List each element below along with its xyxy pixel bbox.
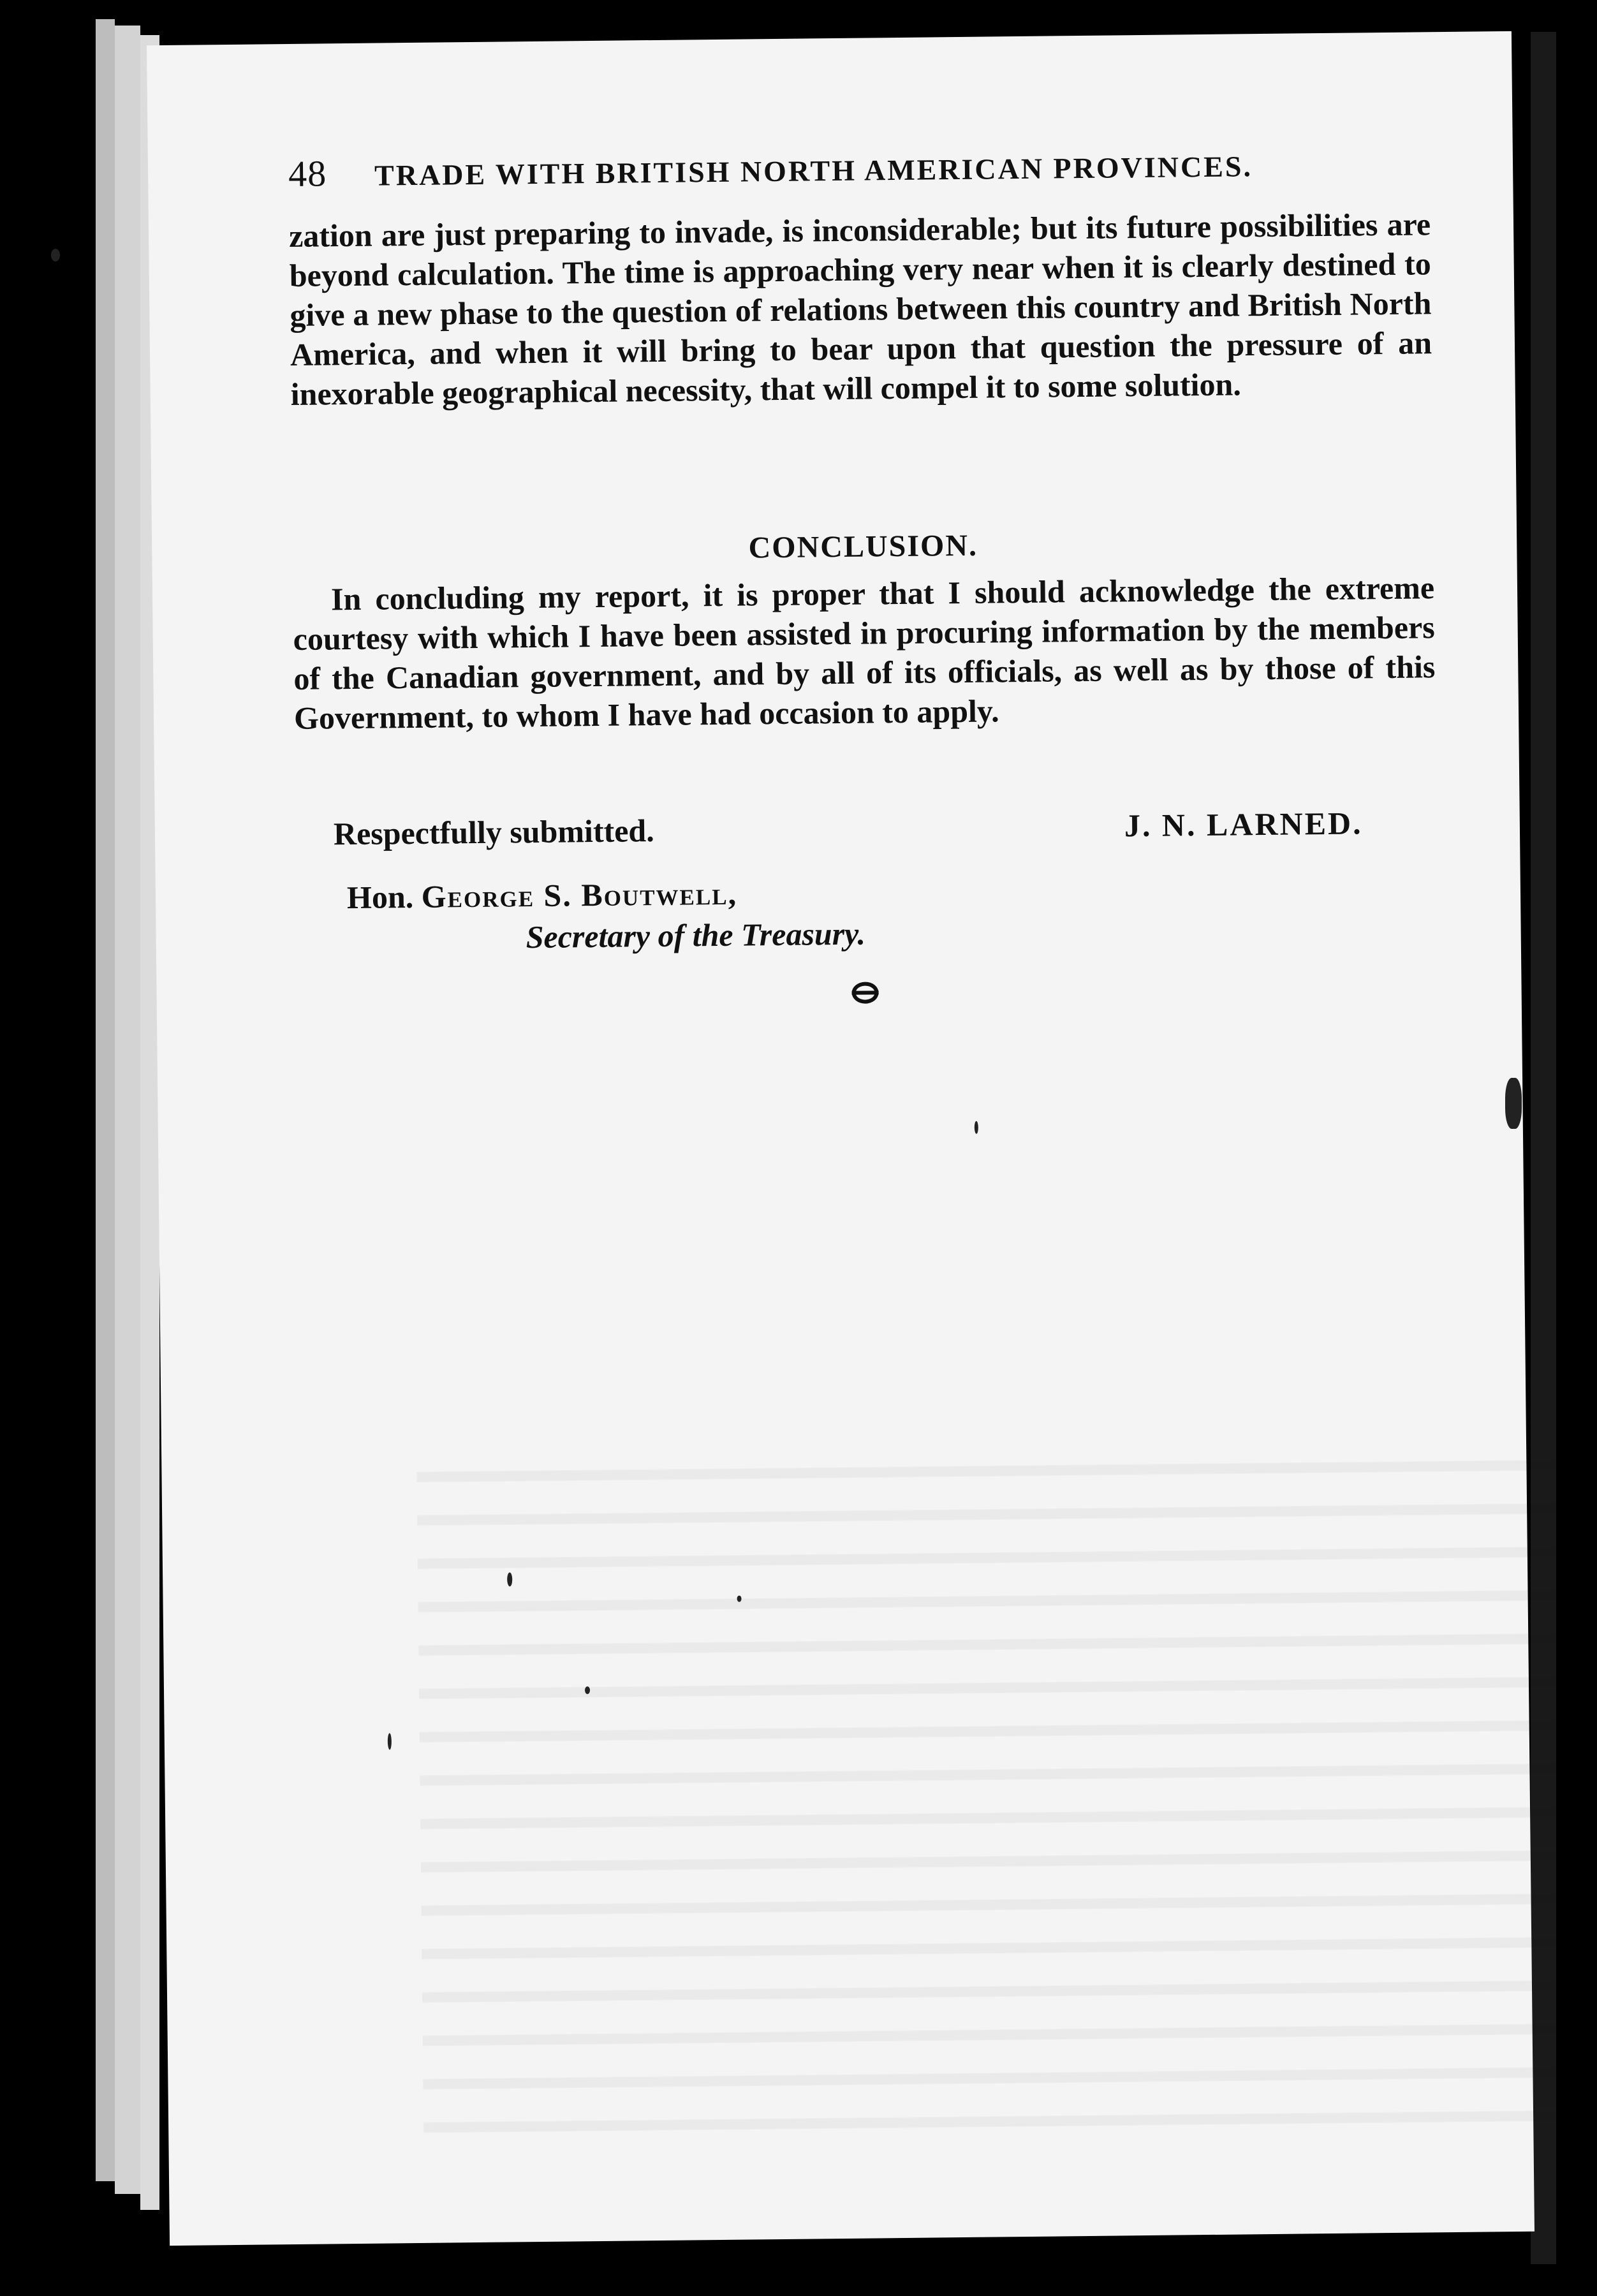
end-ornament [851, 982, 878, 1003]
signature: J. N. LARNED. [1124, 805, 1363, 844]
addressee-prefix: Hon. [346, 878, 414, 916]
closing-line: Respectfully submitted. [333, 813, 654, 852]
page-header [288, 140, 1501, 195]
ink-speck [737, 1596, 741, 1602]
addressee-name: George S. Boutwell, [421, 875, 738, 915]
ink-speck [51, 249, 60, 261]
ink-speck [1505, 1078, 1522, 1129]
ink-speck [507, 1572, 512, 1586]
ink-speck [585, 1686, 590, 1694]
page-number: 48 [288, 152, 327, 195]
section-heading: CONCLUSION. [748, 528, 978, 565]
show-through-text [416, 1434, 1571, 2147]
page-edge [115, 26, 140, 2194]
body-paragraph: zation are just preparing to invade, is inconsiderable; but its future possibilities are beyond calculation. The time is approaching very near when it is clearly destined to give a new phase to the question of relations between this country and British North America, and when it will bring to bear upon that question the pressure of an inexorable geographical necessity, that will compel it to some solution. [288, 206, 1432, 412]
ink-speck [388, 1733, 392, 1749]
document-page [147, 31, 1534, 2246]
body-paragraph: In concluding my report, it is proper that I should acknowledge the extreme courtesy with which I have been assisted in procuring information by the members of the Canadian government, and by all of its officials, as well as by those of this Government, to whom I have had occasion to apply. [293, 570, 1436, 736]
page-edge [96, 19, 115, 2181]
running-title: TRADE WITH BRITISH NORTH AMERICAN PROVINCES. [374, 150, 1253, 192]
ink-speck [975, 1121, 978, 1134]
addressee-title: Secretary of the Treasury. [526, 915, 866, 955]
addressee-line [347, 875, 738, 916]
